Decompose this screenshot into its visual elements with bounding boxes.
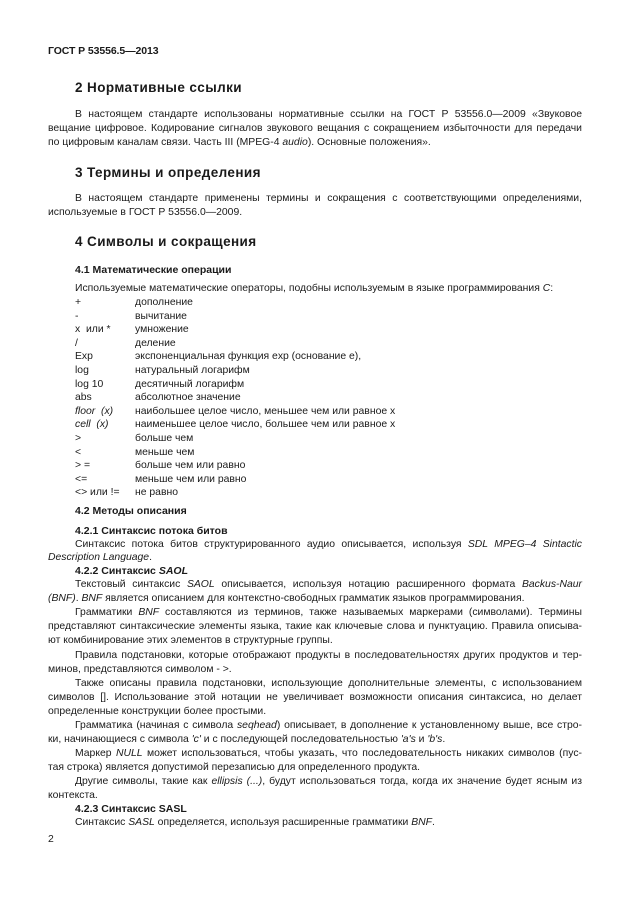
section-2-line-2: вещание цифровое. Кодирование сигналов звукового вещания с сокращением избыточности для передачи [48, 123, 582, 134]
section-4-2-2-p5-line-1: Грамматика (начиная с символа seqhead) описывает, в дополнение к установленному выше, все стро- [75, 720, 582, 731]
section-4-2-2-p5-line-2: ки, начинающиеся с символа 'c' и с последующей последовательностью 'a's и 'b's. [48, 734, 446, 745]
section-4-2-2-p3-line-2: минов, представляются символом - >. [48, 664, 232, 675]
section-4-2-2-p6-line-2: тая строка) является допустимой перезаписью для определенного продукта. [48, 762, 421, 773]
section-2-title: 2 Нормативные ссылки [75, 80, 242, 95]
section-4-2-2-p3-line-1: Правила подстановки, которые отображают продукты в последовательностях других продуктов и тер- [75, 650, 582, 661]
section-3-title: 3 Термины и определения [75, 165, 261, 180]
section-4-2-2-p2-line-3: ют комбинирование этих элементов в структурные группы. [48, 635, 333, 646]
section-4-2-2-p1-line-2: (BNF). BNF является описанием для контекстно-свободных грамматик языков программирования. [48, 593, 525, 604]
section-4-title: 4 Символы и сокращения [75, 234, 257, 249]
section-4-2-3-title: 4.2.3 Синтаксис SASL [75, 803, 187, 815]
document-header: ГОСТ Р 53556.5—2013 [48, 45, 159, 57]
section-4-2-2-p7-line-1: Другие символы, такие как ellipsis (...), будут использоваться тогда, когда их значение будет ясным из [75, 776, 582, 787]
section-4-2-2-p4-line-1: Также описаны правила подстановки, использующие дополнительные элементы, с использованием [75, 678, 582, 689]
section-3-line-2: используемые в ГОСТ Р 53556.0—2009. [48, 207, 243, 218]
section-4-2-2-p6-line-1: Маркер NULL может использоваться, чтобы указать, что последовательность никаких символов (пус- [75, 748, 583, 759]
section-4-2-2-title: 4.2.2 Синтаксис SAOL [75, 565, 188, 577]
section-4-1-title: 4.1 Математические операции [75, 264, 232, 276]
section-4-2-1-line-1: Синтаксис потока битов структурированного аудио описывается, используя SDL MPEG–4 Sintactic [75, 539, 582, 550]
section-4-2-1-line-2: Description Language. [48, 552, 152, 563]
document-page: ГОСТ Р 53556.5—2013 2 Нормативные ссылки В настоящем стандарте использованы нормативные ссылки на ГОСТ Р 53556.0—2009 «Звуковое вещание цифровое. Кодирование сигналов звукового вещания с сокращением избыточности для передачи по цифровым каналам связи. Часть III (MPEG-4 audio). Основные положения». 3 Термины и определения В настоящем стандарте применены термины и сокращения с соответствующими определениями, используемые в ГОСТ Р 53556.0—2009. 4 Символы и сокращения 4.1 Математические операции Используемые математические операторы, подобны используемым в языке программирования C: + дополнение - вычитание x или * умножение / деление Exp экспоненциальная функция exp (основание e), log натуральный логарифм log 10 десятичный логарифм abs абсолютное значение floor (x) наибольшее целое число, меньшее чем или равное x cell (x) наименьшее целое число, большее чем или равное x > больше чем < меньше чем > = больше чем или равно <= меньше чем или равно <> или != не равно 4.2 Методы описания 4.2.1 Синтаксис потока битов Синтаксис потока битов структурированного аудио описывается, используя SDL MPEG–4 Sintactic Description Language. 4.2.2 Синтаксис SAOL Текстовый синтаксис SAOL описывается, используя нотацию расширенного формата Backus-Naur (BNF). BNF является описанием для контекстно-свободных грамматик языков программирования. Грамматики BNF составляются из терминов, также называемых маркерами (символами). Термины представляют синтаксические элементы языка, такие как ключевые слова и пунктуацию. Правила описыва- ют комбинирование этих элементов в структурные группы. Правила подстановки, которые отображают продукты в последовательностях других продуктов и тер- минов, представляются символом - >. Также описаны правила подстановки, использующие дополнительные элементы, с использованием символов []. Использование этой нотации не увеличивает возможности описания синтаксиса, но делает определенные конструкции более простыми. Грамматика (начиная с символа seqhead) описывает, в дополнение к установленному выше, все стро- ки, начинающиеся с символа 'c' и с последующей последовательностью 'a's и 'b's. Маркер NULL может использоваться, чтобы указать, что последовательность никаких символов (пус- тая строка) является допустимой перезаписью для определенного продукта. Другие символы, такие как ellipsis (...), будут использоваться тогда, когда их значение будет ясным из контекста. 4.2.3 Синтаксис SASL Синтаксис SASL определяется, используя расширенные грамматики BNF. 2 [48, 45, 583, 845]
section-4-2-title: 4.2 Методы описания [75, 505, 187, 517]
section-4-2-2-p4-line-2: символов []. Использование этой нотации не увеличивает возможности описания синтаксиса, но делает [48, 692, 582, 703]
section-4-2-1-title: 4.2.1 Синтаксис потока битов [75, 525, 228, 537]
section-2-line-1: В настоящем стандарте использованы нормативные ссылки на ГОСТ Р 53556.0—2009 «Звуковое [75, 109, 582, 120]
section-3-line-1: В настоящем стандарте применены термины и сокращения с соответствующими определениями, [75, 193, 582, 204]
section-4-1-intro: Используемые математические операторы, подобны используемым в языке программирования C: [75, 283, 554, 294]
section-4-2-2-p2-line-2: представляют синтаксические элементы языка, такие как ключевые слова и пунктуацию. Правила описыва- [48, 621, 582, 632]
section-4-2-2-p1-line-1: Текстовый синтаксис SAOL описывается, используя нотацию расширенного формата Backus-Naur [75, 579, 582, 590]
section-2-line-3: по цифровым каналам связи. Часть III (MPEG-4 audio). Основные положения». [48, 137, 431, 148]
page-number: 2 [48, 834, 54, 845]
section-4-2-2-p7-line-2: контекста. [48, 790, 98, 801]
section-4-2-2-p2-line-1: Грамматики BNF составляются из терминов, также называемых маркерами (символами). Термины [75, 607, 582, 618]
section-4-2-2-p4-line-3: определенные конструкции более простыми. [48, 706, 267, 717]
section-4-2-3-line-1: Синтаксис SASL определяется, используя расширенные грамматики BNF. [75, 817, 435, 828]
